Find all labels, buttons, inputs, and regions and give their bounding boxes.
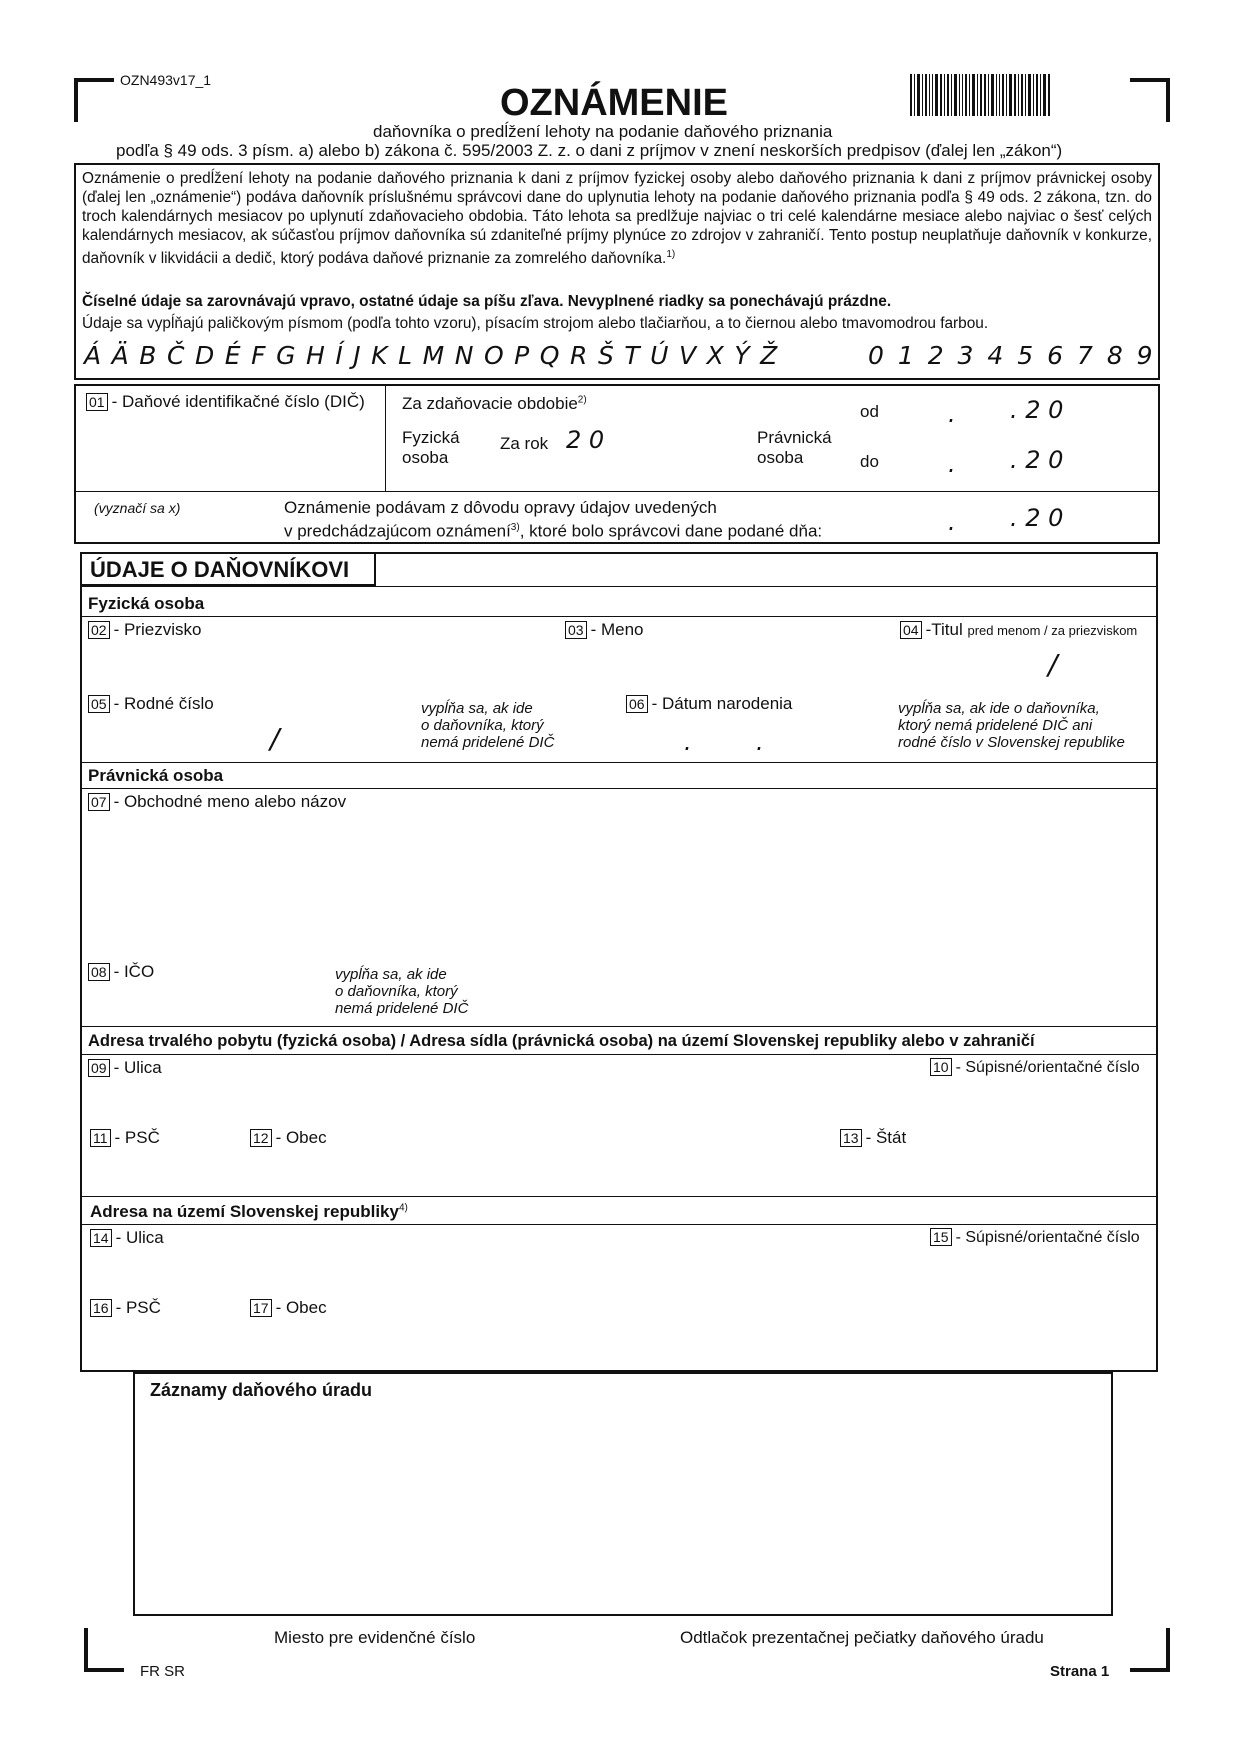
field-09-label: 09 - Ulica <box>88 1058 162 1078</box>
intro-box <box>74 163 1160 380</box>
field-number-10: 10 <box>930 1058 952 1076</box>
taxpayer-section-title: ÚDAJE O DAŇOVNÍKOVI <box>90 557 350 582</box>
evidence-number-label: Miesto pre evidenčné číslo <box>274 1628 476 1647</box>
page-number: Strana 1 <box>1050 1663 1110 1680</box>
correction-date-suffix: . 2 0 <box>1010 504 1064 532</box>
ico-input[interactable] <box>88 986 308 1016</box>
field-number-06: 06 <box>626 695 648 713</box>
field-06-note: vypĺňa sa, ak ide o daňovníka, ktorý nemá pridelené DIČ ani rodné číslo v Slovenskej republike <box>898 700 1125 751</box>
fo-label: Fyzická osoba <box>402 428 460 467</box>
correction-text: Oznámenie podávam z dôvodu opravy údajov uvedených v predchádzajúcom oznámení$^{3)}$, ktoré bolo správcovi dane podané dňa: <box>284 498 823 541</box>
od-date-suffix: . 2 0 <box>1010 396 1064 424</box>
birth-number-input[interactable] <box>88 718 408 754</box>
sk-house-number-input[interactable] <box>930 1252 1150 1286</box>
form-title: OZNÁMENIE <box>500 82 728 124</box>
sk-city-input[interactable] <box>250 1322 830 1356</box>
field-04-label: 04 -Titul pred menom / za priezviskom <box>900 620 1137 640</box>
od-date-input[interactable] <box>900 398 1080 428</box>
corner-mark-top-right <box>1130 78 1170 122</box>
city-input[interactable] <box>250 1152 830 1186</box>
po-label: Právnická osoba <box>757 428 832 467</box>
od-dot: . <box>948 400 956 428</box>
correction-checkbox[interactable] <box>246 498 268 520</box>
mark-x-note: (vyznačí sa x) <box>94 500 181 516</box>
field-number-08: 08 <box>88 963 110 981</box>
title-slash: / <box>1048 648 1058 681</box>
field-14-label: 14 - Ulica <box>90 1228 164 1248</box>
birth-number-slash: / <box>270 722 280 755</box>
field-number-11: 11 <box>90 1129 111 1147</box>
field-number-14: 14 <box>90 1229 112 1247</box>
first-name-input[interactable] <box>565 644 885 680</box>
surname-input[interactable] <box>88 644 548 680</box>
period-label: Za zdaňovacie obdobie$^{2)}$ <box>402 394 587 413</box>
do-date-suffix: . 2 0 <box>1010 446 1064 474</box>
do-dot: . <box>948 450 956 478</box>
correction-dot: . <box>948 508 956 536</box>
street-input[interactable] <box>88 1082 908 1116</box>
do-label: do <box>860 452 879 471</box>
do-date-input[interactable] <box>900 448 1080 478</box>
field-number-17: 17 <box>250 1299 272 1317</box>
birth-date-dot-1: . <box>684 728 692 756</box>
field-07-label: 07 - Obchodné meno alebo názov <box>88 792 346 812</box>
field-05-label: 05 - Rodné číslo <box>88 694 214 714</box>
po-section-title: Právnická osoba <box>88 766 224 785</box>
field-16-label: 16 - PSČ <box>90 1298 161 1318</box>
field-12-label: 12 - Obec <box>250 1128 327 1148</box>
field-17-label: 17 - Obec <box>250 1298 327 1318</box>
country-input[interactable] <box>840 1152 1150 1186</box>
field-number-16: 16 <box>90 1299 112 1317</box>
sample-digits: 0 1 2 3 4 5 6 7 8 9 <box>868 341 1156 370</box>
year-prefix: 2 0 <box>566 426 605 454</box>
year-input[interactable] <box>610 426 670 456</box>
house-number-input[interactable] <box>930 1082 1150 1116</box>
field-number-02: 02 <box>88 621 110 639</box>
po-checkbox[interactable] <box>838 432 860 454</box>
sk-street-input[interactable] <box>90 1252 910 1286</box>
footer-left: FR SR <box>140 1663 185 1680</box>
intro-paragraph: Oznámenie o predĺžení lehoty na podanie daňového priznania k dani z príjmov fyzickej osoby alebo daňového priznania k dani z príjmov právnickej osoby (ďalej len „oznámenie“) podáva daňovník príslušnému správcovi dane do uplynutia lehoty na podanie daňového priznania podľa § 49 ods. 2 zákona, tzn. do troch kalendárnych mesiacov po uplynutí zdaňovacieho obdobia. Táto lehota sa predlžuje najviac o tri celé kalendárne mesiace alebo najviac o šesť celých kalendárnych mesiacov, ak súčasťou príjmov daňovníka sú zdaniteľné príjmy plynúce zo zdrojov v zahraničí. Tento postup neuplatňuje daňovník v konkurze, daňovník v likvidácii a dedič, ktorý podáva daňové priznanie za zomrelého daňovníka.$^{1)}$ <box>82 170 1152 268</box>
fill-rule: Údaje sa vypĺňajú paličkovým písmom (podľa tohto vzoru), písacím strojom alebo tlačiarňou, a to čiernou alebo tmavomodrou farbou. <box>82 315 989 332</box>
corner-mark-top-left <box>74 78 114 122</box>
field-08-note: vypĺňa sa, ak ide o daňovníka, ktorý nemá pridelené DIČ <box>335 966 469 1017</box>
stamp-label: Odtlačok prezentačnej pečiatky daňového úradu <box>680 1628 1044 1647</box>
field-number-05: 05 <box>88 695 110 713</box>
dic-input[interactable] <box>86 420 376 484</box>
office-records-title: Záznamy daňového úradu <box>150 1380 373 1400</box>
field-06-label: 06 - Dátum narodenia <box>626 694 792 714</box>
field-05-note: vypĺňa sa, ak ide o daňovníka, ktorý nemá pridelené DIČ <box>421 700 555 751</box>
barcode-image <box>910 74 1090 118</box>
field-number-04: 04 <box>900 621 922 639</box>
field-number-13: 13 <box>840 1129 862 1147</box>
za-rok-label: Za rok <box>500 434 549 453</box>
sk-address-section-title: Adresa na území Slovenskej republiky$^{4)}$ <box>90 1202 408 1221</box>
corner-mark-bottom-left <box>84 1628 124 1672</box>
zip-input[interactable] <box>90 1152 230 1186</box>
form-code: OZN493v17_1 <box>120 72 212 88</box>
field-08-label: 08 - IČO <box>88 962 154 982</box>
field-number-03: 03 <box>565 621 587 639</box>
form-subtitle: daňovníka o predĺžení lehoty na podanie daňového priznania <box>373 122 833 141</box>
business-name-input[interactable] <box>88 818 1148 938</box>
field-number-01: 01 <box>86 393 108 411</box>
birth-date-dot-2: . <box>756 728 764 756</box>
field-number-12: 12 <box>250 1129 272 1147</box>
field-13-label: 13 - Štát <box>840 1128 906 1148</box>
fo-section-title: Fyzická osoba <box>88 594 205 613</box>
field-10-label: 10 - Súpisné/orientačné číslo <box>930 1058 1140 1077</box>
address-section-title: Adresa trvalého pobytu (fyzická osoba) / Adresa sídla (právnická osoba) na území Slovenskej republiky alebo v zahraničí <box>88 1032 1035 1050</box>
correction-date-input[interactable] <box>900 506 1080 536</box>
legal-basis: podľa § 49 ods. 3 písm. a) alebo b) zákona č. 595/2003 Z. z. o dani z príjmov v znení neskorších predpisov (ďalej len „zákon“) <box>116 141 1063 160</box>
field-01-label: 01 - Daňové identifikačné číslo (DIČ) <box>86 392 365 412</box>
title-input[interactable] <box>900 646 1150 682</box>
office-records-box <box>133 1372 1113 1616</box>
field-number-09: 09 <box>88 1059 110 1077</box>
birth-date-input[interactable] <box>626 722 846 758</box>
field-15-label: 15 - Súpisné/orientačné číslo <box>930 1228 1140 1247</box>
fo-checkbox[interactable] <box>472 432 494 454</box>
field-03-label: 03 - Meno <box>565 620 644 640</box>
bold-rule: Číselné údaje sa zarovnávajú vpravo, ostatné údaje sa píšu zľava. Nevyplnené riadky sa ponechávajú prázdne. <box>82 293 892 310</box>
field-02-label: 02 - Priezvisko <box>88 620 201 640</box>
corner-mark-bottom-right <box>1130 1628 1170 1672</box>
sample-letters: Á Ä B Č D É F G H Í J K L M N O P Q R Š T Ú V X Ý Ž <box>84 341 779 370</box>
field-number-07: 07 <box>88 793 110 811</box>
sk-zip-input[interactable] <box>90 1322 230 1356</box>
od-label: od <box>860 402 879 421</box>
field-11-label: 11 - PSČ <box>90 1128 160 1148</box>
field-number-15: 15 <box>930 1228 952 1246</box>
